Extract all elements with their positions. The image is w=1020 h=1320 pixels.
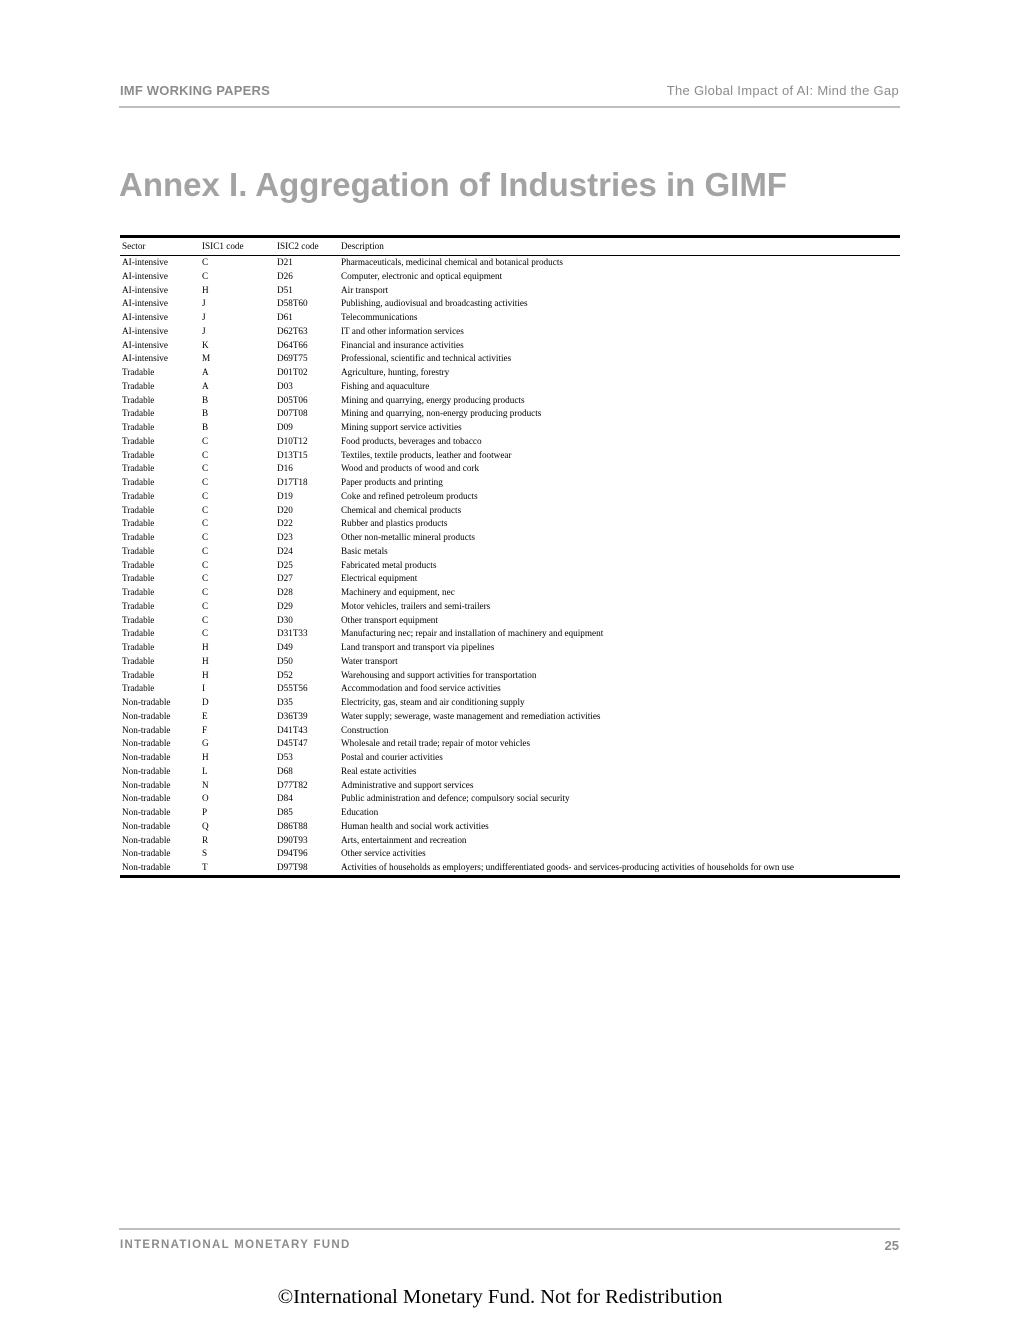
cell-sector: Tradable — [122, 380, 155, 391]
cell-isic1-code: C — [202, 518, 209, 529]
cell-isic2-code: D64T66 — [277, 339, 308, 350]
cell-isic2-code: D26 — [277, 270, 293, 281]
cell-isic1-code: H — [202, 642, 209, 652]
table-row — [120, 256, 900, 270]
cell-isic1-code: G — [202, 738, 209, 749]
cell-isic2-code: D50 — [277, 655, 293, 666]
cell-isic2-code: D85 — [277, 807, 293, 817]
cell-isic2-code: D55T56 — [277, 683, 308, 694]
table-row — [120, 462, 900, 476]
cell-description: Professional, scientific and technical activities — [341, 353, 512, 364]
cell-isic2-code: D03 — [277, 380, 293, 391]
cell-sector: Tradable — [122, 367, 155, 377]
table-row — [120, 325, 900, 339]
cell-isic2-code: D13T15 — [277, 449, 308, 460]
table-row — [120, 352, 900, 366]
cell-sector: Tradable — [122, 490, 155, 501]
table-row — [120, 476, 900, 490]
table-row — [120, 696, 900, 710]
cell-isic1-code: Q — [202, 820, 209, 831]
cell-sector: Non-tradable — [122, 697, 171, 707]
cell-isic2-code: D25 — [277, 559, 293, 570]
cell-isic2-code: D17T18 — [277, 477, 308, 487]
cell-sector: Non-tradable — [122, 752, 171, 762]
cell-sector: Non-tradable — [122, 793, 171, 804]
table-row — [120, 641, 900, 655]
cell-sector: Tradable — [122, 655, 155, 666]
cell-isic2-code: D58T60 — [277, 298, 308, 309]
cell-description: Activities of households as employers; undifferentiated goods- and services-producing activities of households for own use — [341, 862, 794, 872]
cell-description: Agriculture, hunting, forestry — [341, 367, 450, 377]
table-row — [120, 682, 900, 696]
table-row — [120, 394, 900, 408]
cell-isic1-code: H — [202, 655, 209, 666]
cell-description: Mining and quarrying, non-energy producing products — [341, 408, 542, 419]
cell-sector: Non-tradable — [122, 862, 171, 872]
cell-sector: Non-tradable — [122, 779, 171, 790]
cell-isic2-code: D21 — [277, 257, 293, 267]
table-row — [120, 614, 900, 628]
cell-isic1-code: L — [202, 765, 208, 776]
table-header-row — [120, 238, 900, 256]
cell-description: Other non-metallic mineral products — [341, 532, 475, 542]
table-row — [120, 490, 900, 504]
copyright-notice: ©International Monetary Fund. Not for Redistribution — [277, 1286, 723, 1308]
cell-isic2-code: D86T88 — [277, 820, 308, 831]
cell-isic2-code: D31T33 — [277, 628, 308, 639]
table-row — [120, 270, 900, 284]
cell-isic2-code: D53 — [277, 752, 293, 762]
column-header-isic1: ISIC1 code — [200, 238, 275, 256]
table-row — [120, 820, 900, 834]
cell-sector: Tradable — [122, 573, 155, 584]
cell-isic2-code: D62T63 — [277, 325, 308, 336]
paper-title: The Global Impact of AI: Mind the Gap — [666, 83, 899, 98]
cell-isic1-code: E — [202, 710, 208, 721]
cell-sector: AI-intensive — [122, 298, 168, 309]
cell-description: Textiles, textile products, leather and footwear — [341, 449, 512, 460]
cell-description: Basic metals — [341, 545, 388, 556]
table-row — [120, 834, 900, 848]
cell-isic1-code: S — [202, 848, 208, 859]
cell-description: Warehousing and support activities for transportation — [341, 669, 537, 680]
table-row — [120, 449, 900, 463]
table-row — [120, 792, 900, 806]
cell-isic1-code: C — [202, 573, 209, 584]
cell-description: Publishing, audiovisual and broadcasting activities — [341, 298, 528, 309]
cell-sector: Non-tradable — [122, 834, 171, 845]
cell-isic1-code: B — [202, 408, 209, 419]
cell-isic1-code: P — [202, 807, 208, 817]
table-row — [120, 724, 900, 738]
cell-isic2-code: D22 — [277, 518, 293, 529]
cell-sector: Non-tradable — [122, 765, 171, 776]
table-row — [120, 765, 900, 779]
cell-description: Electrical equipment — [341, 573, 418, 584]
cell-isic1-code: C — [202, 614, 209, 625]
series-name: IMF WORKING PAPERS — [120, 83, 270, 98]
table-row — [120, 339, 900, 353]
cell-isic1-code: K — [202, 339, 209, 350]
cell-sector: Tradable — [122, 642, 155, 652]
cell-sector: AI-intensive — [122, 339, 168, 350]
cell-description: Public administration and defence; compulsory social security — [341, 793, 570, 804]
cell-sector: Non-tradable — [122, 820, 171, 831]
table-row — [120, 847, 900, 861]
cell-sector: Tradable — [122, 408, 155, 419]
cell-isic2-code: D19 — [277, 490, 293, 501]
cell-sector: Tradable — [122, 683, 155, 694]
cell-description: Human health and social work activities — [341, 820, 489, 831]
cell-isic1-code: C — [202, 628, 209, 639]
cell-isic1-code: C — [202, 600, 209, 611]
cell-description: Telecommunications — [341, 312, 418, 322]
publisher-name: INTERNATIONAL MONETARY FUND — [120, 1239, 351, 1251]
table-row — [120, 572, 900, 586]
page-footer — [119, 1228, 900, 1252]
table-row — [120, 504, 900, 518]
cell-isic2-code: D35 — [277, 697, 293, 707]
cell-isic2-code: D09 — [277, 422, 293, 432]
cell-isic2-code: D52 — [277, 669, 293, 680]
cell-isic1-code: A — [202, 380, 209, 391]
page-number: 25 — [884, 1238, 899, 1253]
cell-isic1-code: I — [202, 683, 206, 694]
table-row — [120, 669, 900, 683]
cell-isic2-code: D36T39 — [277, 710, 308, 721]
cell-description: Rubber and plastics products — [341, 518, 448, 529]
cell-description: Land transport and transport via pipelines — [341, 642, 495, 652]
page-header — [119, 82, 900, 108]
cell-sector: Tradable — [122, 532, 155, 542]
cell-sector: Tradable — [122, 587, 155, 597]
table-row — [120, 366, 900, 380]
cell-isic2-code: D68 — [277, 765, 293, 776]
cell-description: Construction — [341, 724, 389, 735]
cell-isic2-code: D77T82 — [277, 779, 308, 790]
table-row — [120, 517, 900, 531]
cell-isic1-code: R — [202, 834, 209, 845]
cell-description: Manufacturing nec; repair and installation of machinery and equipment — [341, 628, 604, 639]
cell-sector: Tradable — [122, 518, 155, 529]
cell-isic1-code: C — [202, 463, 209, 474]
cell-sector: Tradable — [122, 435, 155, 446]
table-row — [120, 751, 900, 765]
table-row — [120, 559, 900, 573]
cell-sector: Tradable — [122, 669, 155, 680]
cell-description: Other transport equipment — [341, 614, 438, 625]
cell-description: Chemical and chemical products — [341, 504, 462, 515]
cell-description: Water supply; sewerage, waste management and remediation activities — [341, 710, 601, 721]
cell-isic1-code: H — [202, 752, 209, 762]
cell-isic1-code: A — [202, 367, 209, 377]
cell-description: Accommodation and food service activities — [341, 683, 501, 694]
cell-description: Mining and quarrying, energy producing products — [341, 394, 525, 405]
table-row — [120, 806, 900, 820]
table-row — [120, 586, 900, 600]
table-body — [120, 256, 900, 875]
table-row — [120, 531, 900, 545]
cell-sector: Tradable — [122, 559, 155, 570]
cell-description: Pharmaceuticals, medicinal chemical and botanical products — [341, 257, 563, 267]
cell-isic2-code: D16 — [277, 463, 293, 474]
cell-description: Coke and refined petroleum products — [341, 490, 478, 501]
cell-sector: Tradable — [122, 422, 155, 432]
cell-sector: Tradable — [122, 600, 155, 611]
table-row — [120, 407, 900, 421]
cell-description: Wood and products of wood and cork — [341, 463, 480, 474]
cell-isic1-code: O — [202, 793, 209, 804]
cell-description: Paper products and printing — [341, 477, 443, 487]
cell-description: Water transport — [341, 655, 398, 666]
table-row — [120, 655, 900, 669]
cell-isic1-code: C — [202, 270, 209, 281]
cell-isic2-code: D97T98 — [277, 862, 308, 872]
cell-isic2-code: D61 — [277, 312, 293, 322]
table-row — [120, 545, 900, 559]
cell-sector: Tradable — [122, 545, 155, 556]
table-row — [120, 779, 900, 793]
cell-sector: AI-intensive — [122, 257, 168, 267]
cell-isic1-code: C — [202, 435, 209, 446]
table-row — [120, 284, 900, 298]
table-row — [120, 421, 900, 435]
cell-isic1-code: D — [202, 697, 209, 707]
cell-description: Wholesale and retail trade; repair of motor vehicles — [341, 738, 531, 749]
annex-title: Annex I. Aggregation of Industries in GIMF — [119, 166, 787, 203]
cell-isic1-code: C — [202, 257, 209, 267]
cell-isic1-code: J — [202, 325, 206, 336]
cell-sector: Tradable — [122, 628, 155, 639]
cell-description: Air transport — [341, 284, 389, 295]
cell-description: Other service activities — [341, 848, 426, 859]
table-row — [120, 710, 900, 724]
cell-isic1-code: N — [202, 779, 209, 790]
column-header-sector: Sector — [120, 238, 200, 256]
cell-description: Real estate activities — [341, 765, 417, 776]
cell-isic2-code: D69T75 — [277, 353, 308, 364]
cell-sector: Non-tradable — [122, 807, 171, 817]
cell-description: Machinery and equipment, nec — [341, 587, 455, 597]
table-row — [120, 600, 900, 614]
cell-isic2-code: D51 — [277, 284, 293, 295]
cell-sector: Tradable — [122, 504, 155, 515]
cell-isic2-code: D41T43 — [277, 724, 308, 735]
cell-isic1-code: J — [202, 298, 206, 309]
cell-isic1-code: F — [202, 724, 208, 735]
cell-isic2-code: D28 — [277, 587, 293, 597]
cell-sector: Non-tradable — [122, 710, 171, 721]
cell-isic2-code: D49 — [277, 642, 293, 652]
cell-description: Education — [341, 807, 379, 817]
cell-isic2-code: D29 — [277, 600, 293, 611]
cell-description: Fabricated metal products — [341, 559, 437, 570]
table-row — [120, 627, 900, 641]
cell-description: Mining support service activities — [341, 422, 462, 432]
cell-sector: Non-tradable — [122, 738, 171, 749]
cell-isic2-code: D23 — [277, 532, 293, 542]
industry-aggregation-table — [120, 235, 900, 878]
cell-isic2-code: D90T93 — [277, 834, 308, 845]
cell-sector: AI-intensive — [122, 270, 168, 281]
table-row — [120, 311, 900, 325]
cell-description: Financial and insurance activities — [341, 339, 464, 350]
table-row — [120, 737, 900, 751]
cell-isic2-code: D05T06 — [277, 394, 308, 405]
cell-isic2-code: D10T12 — [277, 435, 308, 446]
cell-sector: Tradable — [122, 614, 155, 625]
table-row — [120, 435, 900, 449]
column-header-description: Description — [339, 238, 900, 256]
cell-isic1-code: J — [202, 312, 206, 322]
cell-isic2-code: D20 — [277, 504, 293, 515]
cell-sector: Tradable — [122, 449, 155, 460]
cell-description: Fishing and aquaculture — [341, 380, 430, 391]
cell-isic1-code: C — [202, 449, 209, 460]
cell-isic1-code: C — [202, 477, 209, 487]
table-row — [120, 380, 900, 394]
cell-sector: Tradable — [122, 394, 155, 405]
cell-sector: Tradable — [122, 463, 155, 474]
cell-sector: Tradable — [122, 477, 155, 487]
cell-isic1-code: H — [202, 284, 209, 295]
cell-isic1-code: C — [202, 587, 209, 597]
cell-isic2-code: D94T96 — [277, 848, 308, 859]
cell-isic2-code: D24 — [277, 545, 293, 556]
cell-isic1-code: H — [202, 669, 209, 680]
cell-sector: AI-intensive — [122, 312, 168, 322]
cell-isic2-code: D01T02 — [277, 367, 308, 377]
column-header-isic2: ISIC2 code — [275, 238, 339, 256]
cell-description: IT and other information services — [341, 325, 464, 336]
cell-isic1-code: C — [202, 545, 209, 556]
cell-isic1-code: C — [202, 504, 209, 515]
cell-isic2-code: D27 — [277, 573, 293, 584]
cell-sector: AI-intensive — [122, 325, 168, 336]
cell-isic1-code: C — [202, 490, 209, 501]
cell-isic1-code: C — [202, 559, 209, 570]
cell-description: Computer, electronic and optical equipment — [341, 270, 503, 281]
cell-description: Electricity, gas, steam and air conditioning supply — [341, 697, 525, 707]
cell-sector: AI-intensive — [122, 353, 168, 364]
table-row — [120, 861, 900, 875]
cell-sector: Non-tradable — [122, 848, 171, 859]
cell-isic2-code: D30 — [277, 614, 293, 625]
cell-description: Administrative and support services — [341, 779, 474, 790]
cell-description: Motor vehicles, trailers and semi-trailers — [341, 600, 491, 611]
cell-isic1-code: C — [202, 532, 209, 542]
cell-isic1-code: T — [202, 862, 208, 872]
table-row — [120, 297, 900, 311]
cell-isic1-code: M — [202, 353, 211, 364]
cell-description: Food products, beverages and tobacco — [341, 435, 482, 446]
cell-isic2-code: D45T47 — [277, 738, 308, 749]
cell-description: Arts, entertainment and recreation — [341, 834, 467, 845]
cell-isic2-code: D07T08 — [277, 408, 308, 419]
cell-sector: Non-tradable — [122, 724, 171, 735]
cell-isic1-code: B — [202, 394, 209, 405]
cell-description: Postal and courier activities — [341, 752, 443, 762]
cell-isic2-code: D84 — [277, 793, 293, 804]
cell-sector: AI-intensive — [122, 284, 168, 295]
cell-isic1-code: B — [202, 422, 209, 432]
